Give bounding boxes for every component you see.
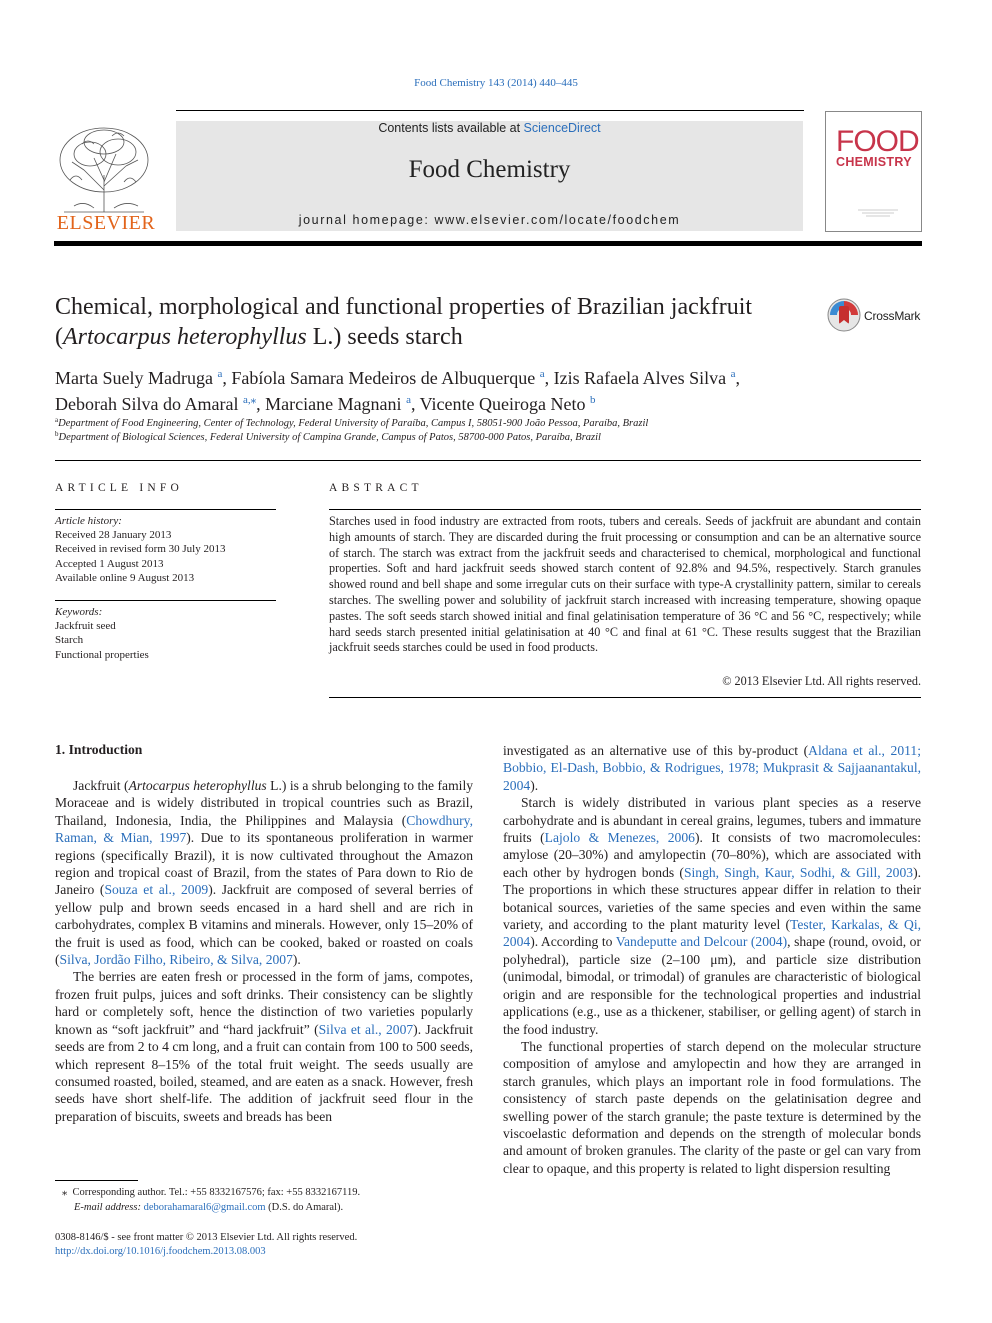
keywords-label: Keywords:	[55, 606, 103, 618]
reference-link[interactable]: Aldana et al., 2011; Bobbio, El-Dash, Bobbio, & Rodrigues, 1978; Mukprasit & Sajjaanantakul, 2004	[503, 743, 922, 793]
elsevier-wordmark: ELSEVIER	[56, 212, 156, 234]
abstract-rule	[329, 509, 921, 510]
author-affil-mark[interactable]: a	[406, 394, 411, 406]
reference-link[interactable]: Singh, Singh, Kaur, Sodhi, & Gill, 2003	[683, 864, 914, 880]
masthead-top-rule	[176, 110, 804, 111]
article-info-rule	[55, 509, 276, 510]
author-name: Deborah Silva do Amaral	[55, 394, 239, 414]
abstract-text: Starches used in food industry are extracted from roots, tubers and cereals. Seeds of jackfruit are abundant and contain high amounts of starch. They are discarded during the fruit processing or consumption and can be an alternative source of starch. The starch was extract from the jackfruit seeds and characterised to chemical, morphological and functional properties. Soft and hard jackfruit seeds showed starch content of 92.8% and 94.5%, respectively. Starch granules showed round and bell shape and some irregular cuts on their surface with type-A crystallinity pattern, similar to cereals starches. The swelling power and solubility of jackfruit starch increased with increasing temperature, showing opaque pastes. The soft seeds starch showed initial and final gelatinisation temperature of 36 °C and 56 °C, respectively; while hard seeds starch presented initial gelatinisation at 40 °C and final at 61 °C. These results suggest that the Brazilian jackfruit seeds starches could be used in food products.	[329, 514, 921, 655]
journal-citation[interactable]: Food Chemistry 143 (2014) 440–445	[414, 77, 578, 89]
body-column-right	[503, 742, 921, 1177]
author-list: Marta Suely Madruga $^a$, Fabíola Samara Medeiros de Albuquerque $^a$, Izis Rafaela Alves Silva $^a$, Deborah Silva do Amaral $^{a,⁎}$, Marciane Magnani $^a$, Vicente Queiroga Neto $^b$	[55, 368, 741, 414]
cover-title-food: FOOD	[836, 125, 919, 158]
sciencedirect-link[interactable]: ScienceDirect	[523, 121, 601, 135]
reference-link[interactable]: Tester, Karkalas, & Qi, 2004	[503, 917, 921, 950]
corresponding-author-footnote: ⁎ Corresponding author. Tel.: +55 8332167576; fax: +55 8332167119. E-mail address: deborahamaral6@gmail.com (D.S. do Amaral).	[62, 1187, 361, 1213]
author-name: Marta Suely Madruga	[55, 368, 213, 388]
intro-paragraph-4: The functional properties of starch depend on the molecular structure composition of amylose and amylopectin and how they are arranged in starch granules, which plays an important role in food formulations. The consistency of starch paste depends on the gelatinisation degree and swelling power of the starch granule; the paste texture is determined by the viscoelastic deformation and depends on the strength of molecular bonds and amount of broken granules. The clarity of the paste or gel can vary from clear to opaque, and this property is related to light dispersion resulting	[503, 1038, 921, 1176]
cover-fine-print	[858, 208, 898, 218]
author-name: Izis Rafaela Alves Silva	[553, 368, 727, 388]
email-link[interactable]: deborahamaral6@gmail.com	[143, 1202, 266, 1213]
author-name: Marciane Magnani	[265, 394, 402, 414]
article-history	[55, 514, 277, 585]
reference-link[interactable]: Silva et al., 2007	[318, 1021, 414, 1037]
intro-paragraph-2: The berries are eaten fresh or processed in the form of jams, compotes, frozen fruit pulps, juices and soft drinks. Their consistency can be slightly hard or completely soft, hence the distinction of two varieties popularly known as “soft jackfruit” and “hard jackfruit” (Silva et al., 2007). Jackfruit seeds are from 2 to 4 cm long, and a fruit can contain from 100 to 500 seeds, which represent 8–15% of the total fruit weight. The seeds usually are consumed roasted, boiled, steamed, and are eaten as a snack. However, fresh seeds have short shelf-life. The addition of jackfruit seed flour in the preparation of biscuits, sweets and breads has been	[55, 969, 473, 1124]
reference-link[interactable]: Souza et al., 2009	[104, 882, 209, 898]
history-received: Received 28 January 2013	[55, 529, 172, 542]
article-info-heading: ARTICLE INFO	[55, 482, 183, 494]
author-name: Fabíola Samara Medeiros de Albuquerque	[231, 368, 536, 388]
keyword: Jackfruit seed	[55, 620, 116, 633]
reference-link[interactable]: Silva, Jordão Filho, Ribeiro, & Silva, 2007	[59, 952, 293, 968]
intro-paragraph-1: Jackfruit (Artocarpus heterophyllus L.) is a shrub belonging to the family Moraceae and is widely distributed in tropical countries such as Brazil, Thailand, Indonesia, India, the Philippines and Malaysia (Chowdhury, Raman, & Mian, 1997). Due to its spontaneous proliferation in warmer regions (specifically Brazil), it is now cultivated throughout the Amazon region and tropical coast of Brazil, from the states of Para down to Rio de Janeiro (Souza et al., 2009). Jackfruit are composed of several berries of yellow pulp and brown seeds encased in a hard shell and are rich in carbohydrates, complex B vitamins and minerals. However, only 15–20% of the fruit is used as food, which can be cooked, baked or roasted on coals (Silva, Jordão Filho, Ribeiro, & Silva, 2007).	[55, 778, 474, 968]
header-divider	[55, 460, 921, 461]
intro-paragraph-3: Starch is widely distributed in various plant species as a reserve carbohydrate and is abundant in cereal grains, legumes, tubers and immature fruits (Lajolo & Menezes, 2006). It consists of two macromolecules: amylose (20–30%) and amylopectin (70–80%), which are associated with each other by hydrogen bonds (Singh, Singh, Kaur, Sodhi, & Gill, 2003). The proportions in which these structures appear differ in relation to their botanical sources, varieties of the same species and even within the same variety, and according to the plant maturity level (Tester, Karkalas, & Qi, 2004). According to Vandeputte and Delcour (2004), shape (round, ovoid, or polyhedral), particle size (2–100 μm), and particle size distribution (unimodal, bimodal, or trimodal) of granules are characteristic of biological origin and are responsible for the technological properties and industrial applications (e.g., use as a thickener, stabiliser, or gelling agent) of starch in the food industry.	[503, 795, 922, 1037]
affiliation-b: $^b$Department of Biological Sciences, Federal University of Campina Grande, Campus of Patos, 58700-000 Patos, Paraíba, Brazil	[55, 430, 601, 443]
corresponding-author-contact: Corresponding author. Tel.: +55 8332167576; fax: +55 8332167119.	[72, 1187, 361, 1198]
keyword: Functional properties	[55, 648, 149, 661]
reference-link[interactable]: Vandeputte and Delcour (2004)	[615, 934, 788, 950]
doi-link[interactable]: http://dx.doi.org/10.1016/j.foodchem.2013.08.003	[55, 1246, 266, 1257]
author-affil-mark[interactable]: a,⁎	[242, 394, 257, 406]
abstract-heading: ABSTRACT	[329, 482, 423, 494]
contents-line	[176, 121, 803, 135]
crossmark-label[interactable]: CrossMark	[864, 309, 921, 323]
contents-prefix: Contents lists available at	[378, 121, 524, 135]
journal-name: Food Chemistry	[408, 156, 571, 183]
reference-link[interactable]: Lajolo & Menezes, 2006	[544, 830, 695, 846]
keywords	[55, 605, 277, 662]
abstract-copyright: © 2013 Elsevier Ltd. All rights reserved.	[722, 674, 921, 688]
intro-paragraph-2-continued: investigated as an alternative use of this by-product (Aldana et al., 2011; Bobbio, El-Dash, Bobbio, & Rodrigues, 1978; Mukprasit & Sajjaanantakul, 2004).	[503, 743, 922, 793]
author-affil-mark[interactable]: b	[590, 394, 596, 406]
author-name: Vicente Queiroga Neto	[419, 394, 586, 414]
author-affil-mark[interactable]: a	[539, 368, 545, 380]
author-affil-mark[interactable]: a	[217, 368, 223, 380]
article-title: Chemical, morphological and functional properties of Brazilian jackfruit (Artocarpus heterophyllus L.) seeds starch	[55, 294, 753, 350]
body-column-left	[55, 777, 473, 1125]
article-history-label: Article history:	[55, 515, 122, 527]
abstract-bottom-rule	[329, 697, 921, 698]
issn-line: 0308-8146/$ - see front matter © 2013 Elsevier Ltd. All rights reserved.	[55, 1232, 358, 1243]
email-label: E-mail address:	[74, 1202, 141, 1213]
cover-title-chemistry: CHEMISTRY	[836, 155, 912, 169]
masthead-bottom-rule	[54, 241, 922, 246]
crossmark-icon[interactable]	[827, 298, 861, 332]
keywords-rule	[55, 600, 276, 601]
section-heading-introduction: 1. Introduction	[55, 742, 143, 757]
keyword: Starch	[55, 634, 84, 647]
footnote-rule	[55, 1180, 138, 1181]
journal-homepage[interactable]: journal homepage: www.elsevier.com/locate/foodchem	[298, 213, 681, 227]
affiliation-a: $^a$Department of Food Engineering, Center of Technology, Federal University of Paraíba, Campus I, 58051-900 João Pessoa, Paraíba, Brazil	[55, 416, 649, 429]
footnote-star: ⁎	[62, 1187, 68, 1198]
reference-link[interactable]: Chowdhury, Raman, & Mian, 1997	[55, 812, 473, 846]
author-affil-mark[interactable]: a	[730, 368, 736, 380]
history-accepted: Accepted 1 August 2013	[55, 557, 164, 570]
history-online: Available online 9 August 2013	[55, 571, 195, 584]
doi-line	[55, 1244, 495, 1259]
history-revised: Received in revised form 30 July 2013	[55, 543, 226, 556]
